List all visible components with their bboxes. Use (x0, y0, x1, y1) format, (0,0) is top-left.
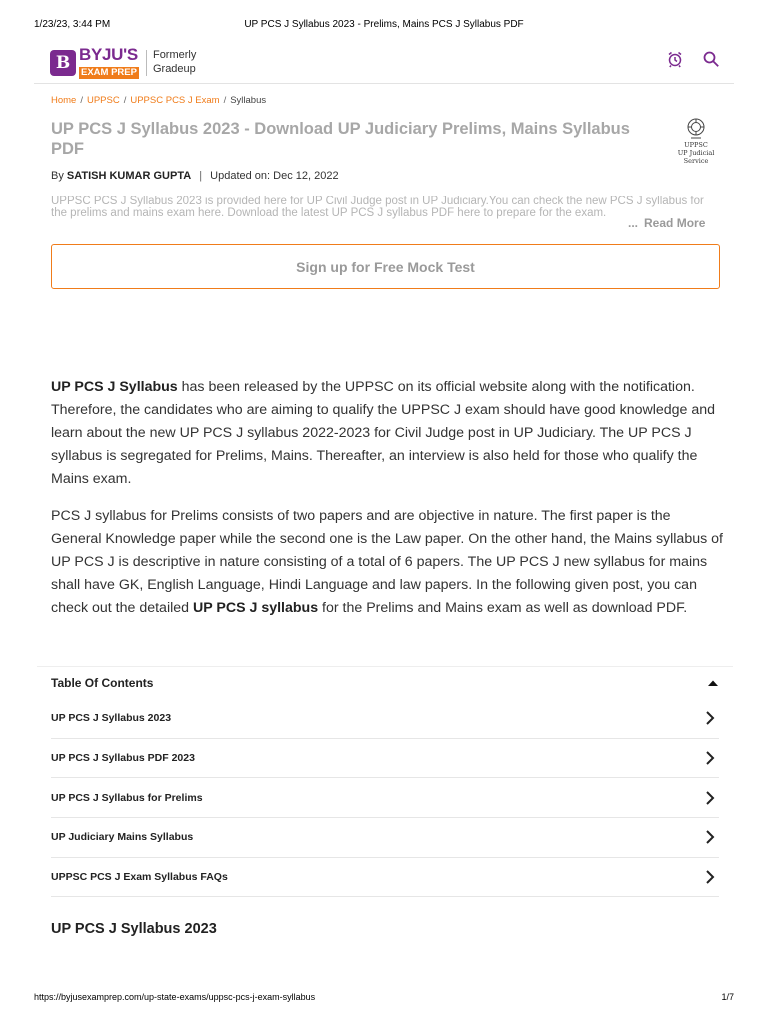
by-label: By (51, 170, 64, 182)
uppsc-emblem (672, 117, 720, 165)
chevron-right-icon (705, 710, 715, 726)
para2-bold: UP PCS J syllabus (192, 600, 319, 616)
para1-text: has been released by the UPPSC on its official website along with the notification. Therefore, the candidates who are aiming to qualify the UPPSC J exam should have good knowledge and learn about the new UP PCS J syllabus 2022-2023 for Civil Judge post in UP Judiciary. The UP PCS J syllabus is segregated for Prelims, Mains. Thereafter, an interview is also held for those who qualify the Mains exam. (51, 379, 716, 487)
print-doc-title: UP PCS J Syllabus 2023 - Prelims, Mains PCS J Syllabus PDF (244, 19, 524, 30)
logo-mark: B (50, 50, 76, 76)
toc-item[interactable] (51, 818, 719, 858)
toc-item-label: UP PCS J Syllabus PDF 2023 (51, 752, 195, 765)
print-page-number: 1/7 (721, 992, 734, 1002)
toc-item[interactable] (51, 739, 719, 779)
table-of-contents (37, 666, 733, 897)
updated-date: Updated on: Dec 12, 2022 (210, 170, 339, 182)
para2-text-end: for the Prelims and Mains exam as well as download PDF. (318, 600, 688, 616)
logo-divider (146, 50, 147, 76)
chevron-right-icon (705, 790, 715, 806)
free-mock-test-button[interactable]: Sign up for Free Mock Test (51, 244, 720, 289)
print-datetime: 1/23/23, 3:44 PM (34, 19, 111, 30)
emblem-line-1: UPPSC (684, 141, 708, 149)
toc-item[interactable] (51, 858, 719, 898)
site-header (34, 42, 734, 84)
para2-text-start: PCS J syllabus for Prelims consists of two papers and are objective in nature. The first paper is the General Knowledge paper while the second one is the Law paper. On the other hand, the Mains syllabus of UP PCS J is descriptive in nature consisting of a total of 6 papers. The UP PCS J new syllabus for mains shall have GK, English Language, Hindi Language and law papers. In the following given post, you can check out the detailed (51, 508, 723, 616)
breadcrumb-uppsc[interactable]: UPPSC (86, 95, 120, 106)
gradeup-label: Gradeup (152, 62, 196, 75)
formerly-label: Formerly (152, 48, 197, 61)
read-more-link[interactable] (622, 216, 705, 230)
breadcrumb-home[interactable]: Home (51, 95, 77, 106)
toc-item-label: UP PCS J Syllabus for Prelims (51, 791, 203, 804)
breadcrumb-separator: / (123, 95, 127, 106)
para1-bold: UP PCS J Syllabus (51, 379, 178, 395)
body-paragraph-1 (51, 376, 723, 491)
breadcrumb-separator: / (80, 95, 83, 106)
header-actions (666, 50, 720, 68)
logo-subtitle: EXAM PREP (81, 67, 137, 78)
breadcrumb-current: Syllabus (230, 95, 267, 106)
logo-wordmark (79, 46, 139, 79)
toc-item-label: UPPSC PCS J Exam Syllabus FAQs (51, 871, 228, 884)
section-heading: UP PCS J Syllabus 2023 (51, 921, 217, 937)
read-more-label: Read More (644, 216, 706, 230)
toc-item-label: UP PCS J Syllabus 2023 (51, 712, 172, 725)
author-name[interactable]: SATISH KUMAR GUPTA (66, 170, 192, 182)
breadcrumb-pcs-j-exam[interactable]: UPPSC PCS J Exam (130, 95, 220, 106)
breadcrumb (51, 95, 266, 106)
toc-item[interactable] (51, 699, 719, 739)
formerly-gradeup (153, 49, 196, 77)
toc-header[interactable] (37, 667, 733, 699)
caret-up-icon[interactable] (707, 674, 719, 692)
chevron-right-icon (705, 869, 715, 885)
alarm-clock-icon[interactable] (666, 50, 684, 68)
logo-name: BYJU'S (79, 45, 138, 64)
toc-heading: Table Of Contents (51, 676, 154, 690)
read-more-ellipsis: ... (628, 216, 639, 230)
body-paragraph-2 (51, 505, 723, 620)
toc-item[interactable] (51, 778, 719, 818)
emblem-line-2: UP Judicial Service (677, 149, 715, 165)
page-title: UP PCS J Syllabus 2023 - Download UP Judiciary Prelims, Mains Syllabus PDF (51, 120, 630, 158)
print-url: https://byjusexamprep.com/up-state-exams/uppsc-pcs-j-exam-syllabus (34, 992, 316, 1002)
byline: By SATISH KUMAR GUPTA | Updated on: Dec 12, 2022 (51, 170, 339, 182)
toc-item-label: UP Judiciary Mains Syllabus (51, 831, 194, 844)
intro-summary: UPPSC PCS J Syllabus 2023 is provided here for UP Civil Judge post in UP Judiciary.You can check the new PCS J syllabus for the prelims and mains exam here. Download the latest UP PCS J syllabus PDF here to prepare for the exam. (51, 196, 704, 219)
state-emblem-icon (685, 117, 707, 141)
breadcrumb-separator: / (223, 95, 227, 106)
chevron-right-icon (705, 750, 715, 766)
search-icon[interactable] (702, 50, 720, 68)
site-logo[interactable] (50, 46, 196, 79)
chevron-right-icon (705, 829, 715, 845)
print-header (0, 0, 768, 40)
